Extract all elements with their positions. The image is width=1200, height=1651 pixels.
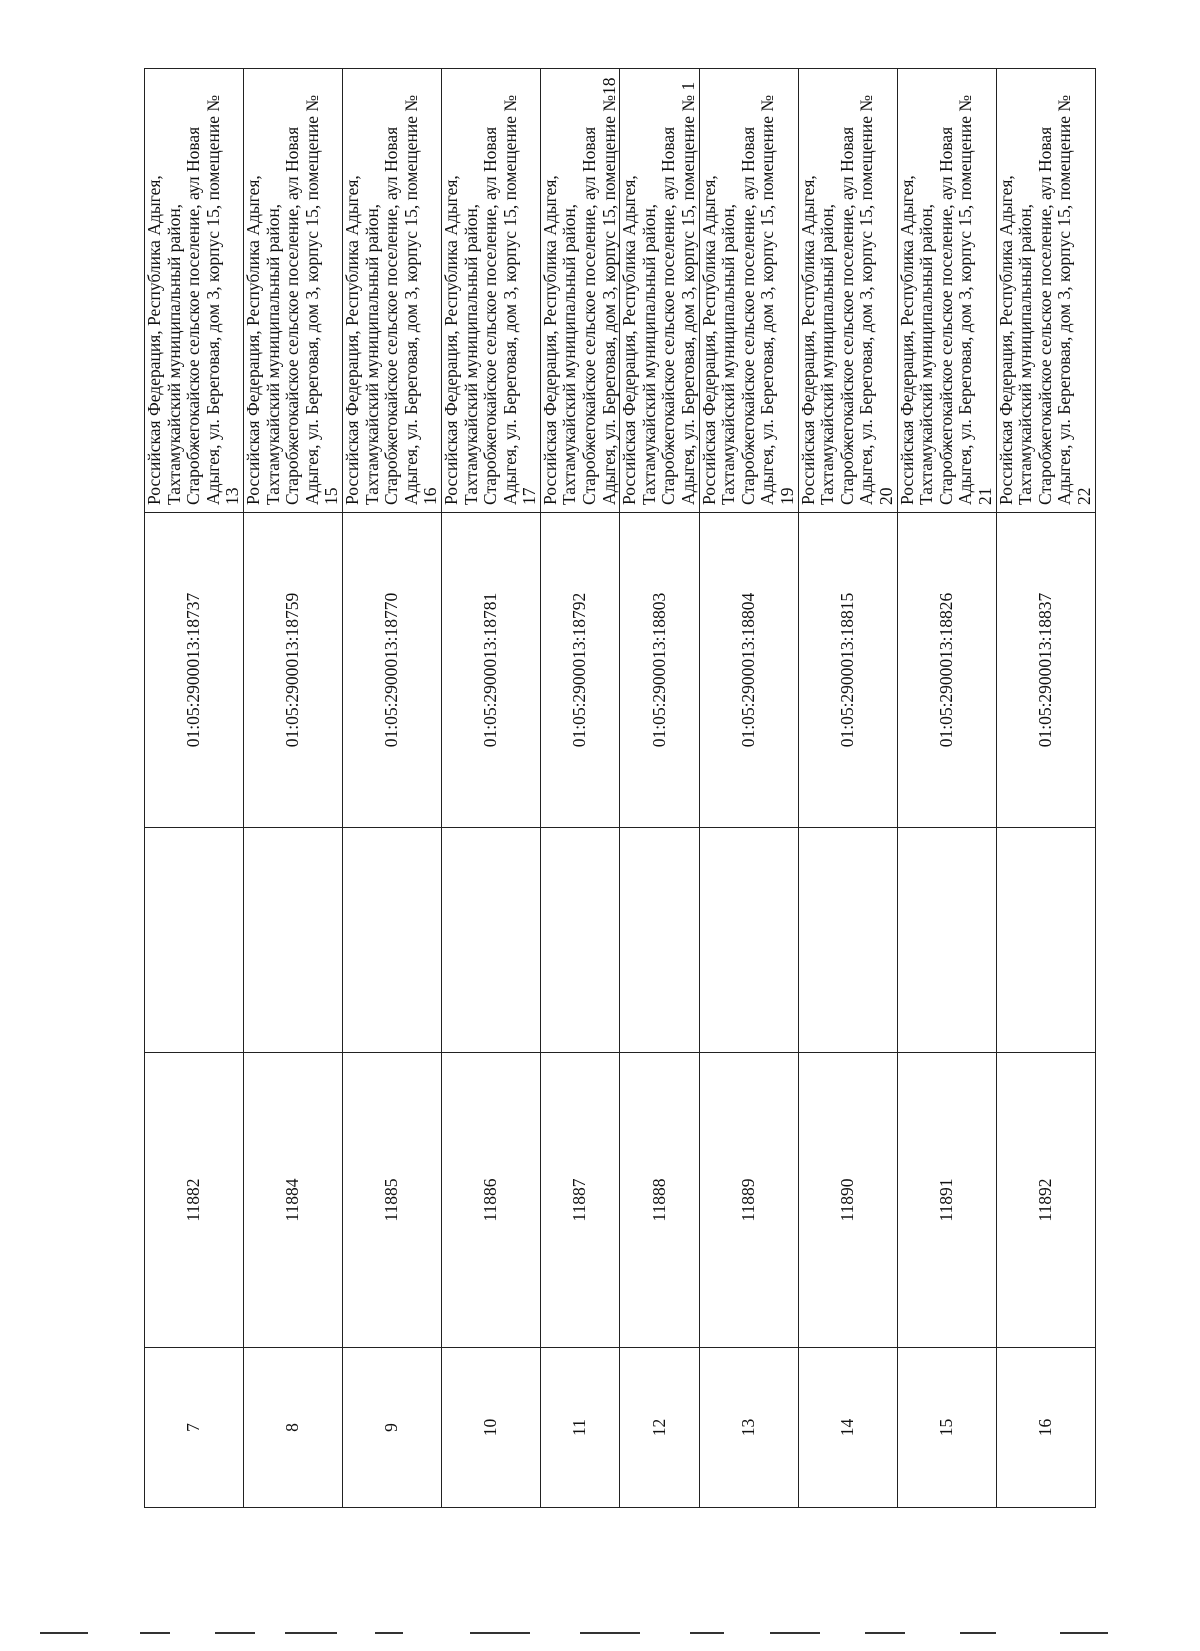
registry-number-cell: 11887 xyxy=(540,1053,619,1348)
scan-artifact xyxy=(215,1632,255,1634)
row-number-cell: 13 xyxy=(699,1348,798,1508)
scan-artifact xyxy=(285,1632,337,1634)
table-row xyxy=(243,69,342,1508)
cadastral-number-cell: 01:05:2900013:18792 xyxy=(540,513,619,828)
address-cell: Российская Федерация, Республика Адыгея, Тахтамукайский муниципальный район, Старобжегокайское сельское поселение, аул Новая Адыгея, ул. Береговая, дом 3, корпус 15, помещение № 17 xyxy=(441,69,540,513)
scan-artifact xyxy=(580,1632,640,1634)
empty-cell xyxy=(342,828,441,1053)
scan-artifact xyxy=(140,1632,170,1634)
registry-number-cell: 11892 xyxy=(996,1053,1095,1348)
row-number-cell: 7 xyxy=(145,1348,244,1508)
scan-artifact xyxy=(770,1632,820,1634)
row-number-cell: 10 xyxy=(441,1348,540,1508)
table-row xyxy=(897,69,996,1508)
cadastral-number-cell: 01:05:2900013:18781 xyxy=(441,513,540,828)
row-number-cell: 8 xyxy=(243,1348,342,1508)
row-number-cell: 11 xyxy=(540,1348,619,1508)
cadastral-number-cell: 01:05:2900013:18804 xyxy=(699,513,798,828)
row-number-cell: 16 xyxy=(996,1348,1095,1508)
table-row xyxy=(540,69,619,1508)
table-row xyxy=(342,69,441,1508)
empty-cell xyxy=(441,828,540,1053)
scan-artifact xyxy=(470,1632,530,1634)
registry-number-cell: 11882 xyxy=(145,1053,244,1348)
address-cell: Российская Федерация, Республика Адыгея, Тахтамукайский муниципальный район, Старобжегокайское сельское поселение, аул Новая Адыгея, ул. Береговая, дом 3, корпус 15, помещение № 16 xyxy=(342,69,441,513)
address-cell: Российская Федерация, Республика Адыгея, Тахтамукайский муниципальный район, Старобжегокайское сельское поселение, аул Новая Адыгея, ул. Береговая, дом 3, корпус 15, помещение № 21 xyxy=(897,69,996,513)
scan-artifact xyxy=(40,1632,88,1634)
empty-cell xyxy=(897,828,996,1053)
table-row xyxy=(798,69,897,1508)
row-number-cell: 15 xyxy=(897,1348,996,1508)
registry-number-cell: 11884 xyxy=(243,1053,342,1348)
address-cell: Российская Федерация, Республика Адыгея, Тахтамукайский муниципальный район, Старобжегокайское сельское поселение, аул Новая Адыгея, ул. Береговая, дом 3, корпус 15, помещение № 19 xyxy=(699,69,798,513)
row-number-cell: 9 xyxy=(342,1348,441,1508)
empty-cell xyxy=(540,828,619,1053)
registry-number-cell: 11888 xyxy=(620,1053,699,1348)
table-row xyxy=(441,69,540,1508)
empty-cell xyxy=(699,828,798,1053)
empty-cell xyxy=(996,828,1095,1053)
address-cell: Российская Федерация, Республика Адыгея, Тахтамукайский муниципальный район, Старобжегокайское сельское поселение, аул Новая Адыгея, ул. Береговая, дом 3, корпус 15, помещение № 22 xyxy=(996,69,1095,513)
cadastral-number-cell: 01:05:2900013:18770 xyxy=(342,513,441,828)
rotated-registry-table xyxy=(144,69,1094,1508)
table-body xyxy=(145,69,1096,1508)
address-cell: Российская Федерация, Республика Адыгея, Тахтамукайский муниципальный район, Старобжегокайское сельское поселение, аул Новая Адыгея, ул. Береговая, дом 3, корпус 15, помещение №18 xyxy=(540,69,619,513)
address-cell: Российская Федерация, Республика Адыгея, Тахтамукайский муниципальный район, Старобжегокайское сельское поселение, аул Новая Адыгея, ул. Береговая, дом 3, корпус 15, помещение № 20 xyxy=(798,69,897,513)
scan-artifact xyxy=(960,1632,996,1634)
address-cell: Российская Федерация, Республика Адыгея, Тахтамукайский муниципальный район, Старобжегокайское сельское поселение, аул Новая Адыгея, ул. Береговая, дом 3, корпус 15, помещение № 1 xyxy=(620,69,699,513)
row-number-cell: 14 xyxy=(798,1348,897,1508)
empty-cell xyxy=(243,828,342,1053)
cadastral-number-cell: 01:05:2900013:18815 xyxy=(798,513,897,828)
scan-artifact xyxy=(690,1632,724,1634)
registry-number-cell: 11890 xyxy=(798,1053,897,1348)
registry-number-cell: 11891 xyxy=(897,1053,996,1348)
table-row xyxy=(620,69,699,1508)
scan-artifact xyxy=(375,1632,403,1634)
registry-table xyxy=(144,68,1096,1508)
empty-cell xyxy=(145,828,244,1053)
cadastral-number-cell: 01:05:2900013:18837 xyxy=(996,513,1095,828)
table-row xyxy=(699,69,798,1508)
address-cell: Российская Федерация, Республика Адыгея, Тахтамукайский муниципальный район, Старобжегокайское сельское поселение, аул Новая Адыгея, ул. Береговая, дом 3, корпус 15, помещение № 15 xyxy=(243,69,342,513)
address-cell: Российская Федерация, Республика Адыгея, Тахтамукайский муниципальный район, Старобжегокайское сельское поселение, аул Новая Адыгея, ул. Береговая, дом 3, корпус 15, помещение № 13 xyxy=(145,69,244,513)
registry-number-cell: 11886 xyxy=(441,1053,540,1348)
registry-number-cell: 11889 xyxy=(699,1053,798,1348)
empty-cell xyxy=(620,828,699,1053)
empty-cell xyxy=(798,828,897,1053)
scan-artifact xyxy=(1060,1632,1108,1634)
registry-number-cell: 11885 xyxy=(342,1053,441,1348)
table-row xyxy=(996,69,1095,1508)
scan-artifact xyxy=(865,1632,905,1634)
row-number-cell: 12 xyxy=(620,1348,699,1508)
cadastral-number-cell: 01:05:2900013:18803 xyxy=(620,513,699,828)
cadastral-number-cell: 01:05:2900013:18826 xyxy=(897,513,996,828)
cadastral-number-cell: 01:05:2900013:18737 xyxy=(145,513,244,828)
cadastral-number-cell: 01:05:2900013:18759 xyxy=(243,513,342,828)
table-row xyxy=(145,69,244,1508)
